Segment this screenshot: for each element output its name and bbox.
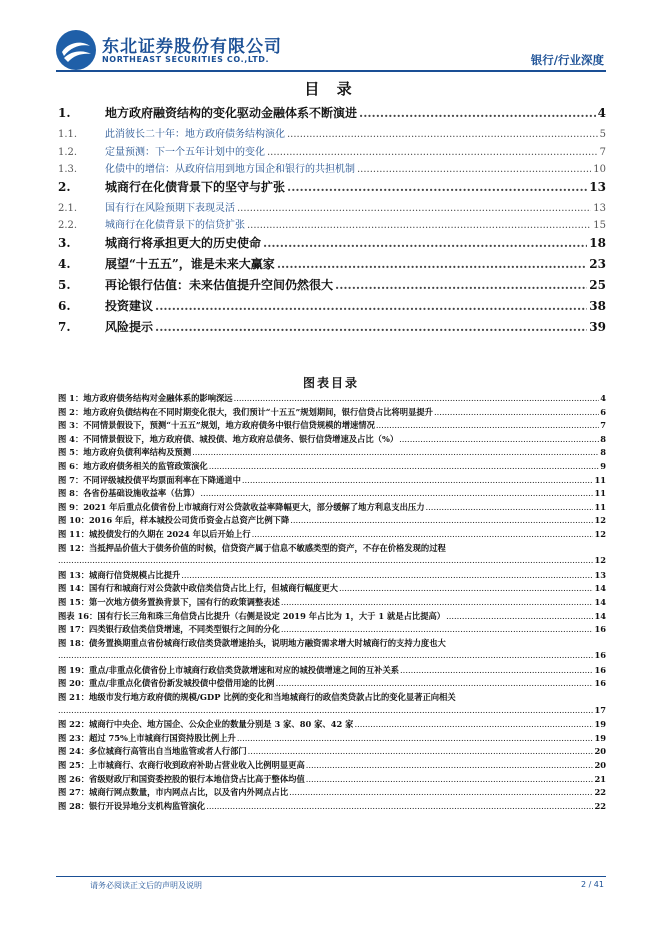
toc-leader-dots bbox=[155, 299, 587, 313]
figure-entry-page: 14 bbox=[594, 583, 606, 594]
figure-entry-title: 图 5：地方政府负债利率结构及预测 bbox=[58, 447, 192, 458]
toc-entry-title: 城商行在化债背景下的信贷扩张 bbox=[105, 220, 245, 231]
toc-entry-number: 2. bbox=[58, 179, 71, 194]
toc-entry[interactable] bbox=[58, 160, 606, 178]
figure-entry-page: 11 bbox=[594, 474, 606, 485]
toc-leader-dots bbox=[287, 129, 598, 140]
figure-entry-title: 图 10：2016 年后，样本城投公司货币资金占总资产比例下降 bbox=[58, 515, 290, 526]
toc-leader-dots bbox=[277, 257, 587, 271]
figure-entry[interactable] bbox=[58, 501, 606, 515]
figure-leader-dots bbox=[206, 801, 593, 811]
figure-entry-page: 20 bbox=[594, 760, 606, 771]
figure-entry-page: 21 bbox=[594, 773, 606, 784]
toc-entry[interactable] bbox=[58, 125, 606, 143]
toc-entry[interactable] bbox=[58, 178, 606, 199]
figure-leader-dots bbox=[181, 570, 593, 580]
page-number: 2 / 41 bbox=[580, 880, 604, 889]
figure-entry-title: 图 13：城商行信贷规模占比提升 bbox=[58, 569, 181, 580]
figure-entry-page: 16 bbox=[594, 650, 606, 661]
toc-entry-page: 7 bbox=[599, 146, 606, 158]
figure-entry[interactable] bbox=[58, 745, 606, 759]
toc-entry-title: 展望“十五五”，谁是未来大赢家 bbox=[105, 256, 275, 271]
figure-leader-dots bbox=[281, 624, 594, 634]
figure-entry-title: 图 14：国有行和城商行对公贷款中政信类信贷占比上行，但城商行幅度更大 bbox=[58, 583, 338, 594]
toc-entry-number: 1. bbox=[58, 106, 71, 120]
figure-entry[interactable] bbox=[58, 786, 606, 800]
figure-entry[interactable] bbox=[58, 759, 606, 773]
figure-entry-page: 19 bbox=[594, 719, 606, 730]
figure-entry-title: 图 15：第一次地方债务置换背景下，国有行的政策调整表述 bbox=[58, 596, 280, 607]
toc-entry[interactable] bbox=[58, 199, 606, 217]
figure-entry[interactable] bbox=[58, 569, 606, 583]
figure-index-title: 图表目录 bbox=[302, 376, 359, 390]
figure-leader-dots bbox=[399, 434, 599, 444]
figure-entry-page: 16 bbox=[594, 664, 606, 675]
toc-entry-title: 定量预测：下一个五年计划中的变化 bbox=[105, 146, 265, 158]
figure-entry[interactable] bbox=[58, 596, 606, 610]
toc-entry[interactable] bbox=[58, 234, 606, 255]
figure-entry[interactable] bbox=[58, 800, 606, 814]
toc-entry-page: 25 bbox=[589, 277, 606, 292]
figure-entry-title: 图 17：四类银行政信类信贷增速，不同类型银行之间的分化 bbox=[58, 624, 280, 635]
figure-entry-page: 12 bbox=[594, 515, 606, 526]
toc-entry-number: 3. bbox=[58, 235, 71, 250]
figure-leader-dots bbox=[400, 665, 593, 675]
figure-entry[interactable] bbox=[58, 773, 606, 787]
toc-entry-title: 地方政府融资结构的变化驱动金融体系不断演进 bbox=[105, 106, 358, 120]
toc-entry-page: 10 bbox=[593, 164, 606, 175]
figure-entry-page: 16 bbox=[594, 624, 606, 635]
toc-leader-dots bbox=[267, 147, 598, 158]
figure-entry-page: 22 bbox=[594, 787, 606, 798]
figure-leader-dots bbox=[426, 502, 594, 512]
figure-leader-dots bbox=[306, 774, 594, 784]
figure-entry-page: 11 bbox=[594, 488, 606, 499]
footer-divider bbox=[56, 876, 606, 877]
toc-entry[interactable] bbox=[58, 276, 606, 297]
toc-leader-dots bbox=[357, 164, 591, 175]
toc-leader-dots bbox=[247, 220, 591, 231]
figure-leader-dots bbox=[248, 746, 594, 756]
figure-leader-dots bbox=[354, 719, 593, 729]
toc-leader-dots bbox=[263, 236, 587, 250]
figure-entry-title: 图 20：重点/非重点化债省份新发城投债中偿借用途的比例 bbox=[58, 678, 275, 689]
toc-entry[interactable] bbox=[58, 216, 606, 234]
toc-entry-number: 2.2. bbox=[58, 220, 78, 231]
figure-entry-page: 20 bbox=[594, 746, 606, 757]
figure-entry[interactable] bbox=[58, 528, 606, 542]
toc-entry-page: 4 bbox=[597, 106, 606, 120]
figure-entry-title: 图 7：不同评级城投债平均票面利率在下降通道中 bbox=[58, 474, 241, 485]
company-name-en: NORTHEAST SECURITIES CO.,LTD. bbox=[102, 55, 270, 64]
figure-entry[interactable] bbox=[58, 419, 606, 433]
figure-leader-dots bbox=[192, 447, 599, 457]
figure-entry[interactable] bbox=[58, 718, 606, 732]
figure-entry[interactable] bbox=[58, 460, 606, 474]
figure-entry-title: 图 27：城商行网点数量，市内网点占比，以及省内外网点占比 bbox=[58, 787, 289, 798]
figure-entry-page: 12 bbox=[594, 555, 606, 566]
header-divider bbox=[56, 70, 606, 72]
toc-entry-number: 1.2. bbox=[58, 146, 78, 158]
figure-entry-page: 9 bbox=[600, 460, 606, 471]
figure-entry-page: 8 bbox=[600, 447, 606, 458]
figure-entry-title: 图 8：各省份基础设施收益率（估算） bbox=[58, 488, 200, 499]
figure-entry-title: 图 18：债务置换期重点省份城商行政信类贷款增速抬头，说明地方融资需求增大时城商行的支持力度也大 bbox=[58, 637, 446, 648]
toc-entry-page: 18 bbox=[589, 235, 606, 250]
figure-entry-title: 图 23：超过 75%上市城商行国资持股比例上升 bbox=[58, 732, 236, 743]
toc-entry-title: 投资建议 bbox=[105, 298, 154, 313]
figure-entry-title: 图 4：不同情景假设下，地方政府债、城投债、地方政府总债务、银行信贷增速及占比（%） bbox=[58, 433, 399, 444]
toc-entry-page: 39 bbox=[589, 319, 606, 334]
footer-disclaimer: 请务必阅读正文后的声明及说明 bbox=[90, 881, 202, 890]
toc-leader-dots bbox=[359, 106, 596, 120]
figure-entry-title: 图 12：当抵押品价值大于债务价值的时候，信贷资产属于信息不敏感类型的资产，不存在价格发现的过程 bbox=[58, 542, 446, 553]
figure-entry-title: 图 19：重点/非重点化债省份上市城商行政信类贷款增速和对应的城投债增速之间的互补关系 bbox=[58, 664, 400, 675]
figure-leader-dots bbox=[209, 461, 600, 471]
toc-entry-title: 城商行在化债背景下的坚守与扩张 bbox=[105, 179, 286, 194]
figure-entry-title: 图 1：地方政府债务结构对金融体系的影响深远 bbox=[58, 393, 233, 403]
figure-entry[interactable] bbox=[58, 542, 606, 569]
company-logo-icon bbox=[56, 30, 96, 70]
figure-entry-title: 图 24：多位城商行高管出自当地监管或者人行部门 bbox=[58, 746, 247, 757]
figure-leader-dots bbox=[58, 705, 594, 715]
figure-entry-page: 8 bbox=[600, 433, 606, 444]
toc-entry-title: 城商行将承担更大的历史使命 bbox=[105, 235, 262, 250]
figure-leader-dots bbox=[237, 733, 594, 743]
figure-leader-dots bbox=[290, 515, 593, 525]
figure-leader-dots bbox=[434, 407, 599, 417]
figure-entry-title: 图 26：省级财政厅和国资委控股的银行本地信贷占比高于整体均值 bbox=[58, 773, 305, 784]
figure-entry[interactable] bbox=[58, 623, 606, 637]
toc-leader-dots bbox=[155, 320, 587, 334]
toc-entry[interactable] bbox=[58, 297, 606, 318]
figure-leader-dots bbox=[306, 760, 594, 770]
toc-entry-page: 5 bbox=[599, 129, 606, 140]
toc-entry-title: 化债中的增信：从政府信用到地方国企和银行的共担机制 bbox=[105, 164, 355, 175]
figure-leader-dots bbox=[252, 529, 594, 539]
company-name-cn: 东北证券股份有限公司 bbox=[102, 37, 282, 57]
figure-entry[interactable] bbox=[58, 446, 606, 460]
figure-entry-title: 图 25：上市城商行、农商行收到政府补助占营业收入比例明显更高 bbox=[58, 760, 305, 771]
figure-entry[interactable] bbox=[58, 732, 606, 746]
figure-entry[interactable] bbox=[58, 677, 606, 691]
figure-leader-dots bbox=[446, 611, 593, 621]
toc-entry-number: 1.1. bbox=[58, 129, 78, 140]
figure-entry-title: 图 2：地方政府负债结构在不同时期变化很大，我们预计“十五五”规划期间，银行信贷占比将明显提升 bbox=[58, 406, 433, 417]
figure-entry-page: 17 bbox=[594, 704, 606, 715]
figure-entry-page: 12 bbox=[594, 528, 606, 539]
figure-entry[interactable] bbox=[58, 514, 606, 528]
toc-entry-page: 13 bbox=[589, 179, 606, 194]
toc-entry[interactable] bbox=[58, 143, 606, 161]
figure-entry-title: 图 9：2021 年后重点化债省份上市城商行对公贷款收益率降幅更大，部分缓解了地方利息支出压力 bbox=[58, 501, 425, 512]
figure-leader-dots bbox=[200, 488, 593, 498]
toc-entry[interactable] bbox=[58, 255, 606, 276]
toc-entry-page: 15 bbox=[593, 220, 606, 231]
figure-entry-title: 图 11：城投债发行的久期在 2024 年以后开始上行 bbox=[58, 528, 251, 539]
figure-leader-dots bbox=[234, 393, 600, 403]
figure-entry-page: 14 bbox=[594, 596, 606, 607]
figure-leader-dots bbox=[242, 475, 594, 485]
figure-entry-page: 22 bbox=[594, 800, 606, 811]
figure-entry[interactable] bbox=[58, 392, 606, 406]
figure-entry-page: 19 bbox=[594, 732, 606, 743]
figure-entry[interactable] bbox=[58, 691, 606, 718]
toc-entry-page: 23 bbox=[589, 256, 606, 271]
figure-entry-title: 图 28：银行开设异地分支机构监管演化 bbox=[58, 800, 206, 811]
figure-entry[interactable] bbox=[58, 474, 606, 488]
toc-entry-title: 风险提示 bbox=[105, 319, 154, 334]
figure-leader-dots bbox=[58, 555, 594, 565]
toc-entry-page: 13 bbox=[593, 202, 606, 214]
report-section: 银行/行业深度 bbox=[530, 53, 604, 67]
toc-leader-dots bbox=[287, 180, 587, 194]
figure-entry[interactable] bbox=[58, 433, 606, 447]
figure-entry[interactable] bbox=[58, 610, 606, 624]
figure-entry[interactable] bbox=[58, 582, 606, 596]
figure-entry-page: 13 bbox=[594, 569, 606, 580]
toc-entry-title: 国有行在风险预期下表现灵活 bbox=[105, 202, 235, 214]
toc-entry-number: 6. bbox=[58, 298, 71, 313]
figure-leader-dots bbox=[376, 420, 599, 430]
figure-entry-page: 4 bbox=[600, 393, 606, 403]
figure-leader-dots bbox=[276, 678, 594, 688]
figure-entry-page: 6 bbox=[600, 406, 606, 417]
toc-leader-dots bbox=[335, 278, 587, 292]
toc-entry-page: 38 bbox=[589, 298, 606, 313]
toc-entry-number: 4. bbox=[58, 256, 71, 271]
toc-entry-number: 7. bbox=[58, 319, 71, 334]
figure-entry-title: 图表 16：国有行长三角和珠三角信贷占比提升（右侧是设定 2019 年占比为 1，大于 1 就是占比提高） bbox=[58, 610, 446, 621]
figure-entry-title: 图 22：城商行中央企、地方国企、公众企业的数量分别是 3 家、80 家、42 家 bbox=[58, 719, 354, 730]
figure-entry[interactable] bbox=[58, 487, 606, 501]
figure-index bbox=[58, 392, 606, 813]
toc-title: 目 录 bbox=[304, 80, 358, 98]
figure-leader-dots bbox=[339, 583, 594, 593]
figure-entry-title: 图 3：不同情景假设下，预测“十五五”规划，地方政府债务中银行信贷规模的增速情况 bbox=[58, 420, 375, 431]
page-header bbox=[0, 0, 662, 76]
figure-entry-page: 14 bbox=[594, 610, 606, 621]
figure-leader-dots bbox=[289, 787, 593, 797]
figure-entry-page: 11 bbox=[594, 501, 606, 512]
toc-entry-number: 1.3. bbox=[58, 164, 78, 175]
table-of-contents bbox=[58, 104, 606, 339]
figure-entry-title: 图 6：地方政府债务相关的监管政策演化 bbox=[58, 460, 208, 471]
figure-entry[interactable] bbox=[58, 664, 606, 678]
figure-leader-dots bbox=[58, 650, 594, 660]
figure-entry[interactable] bbox=[58, 637, 606, 664]
toc-leader-dots bbox=[237, 203, 591, 214]
toc-entry-title: 再论银行估值：未来估值提升空间仍然很大 bbox=[105, 277, 334, 292]
figure-entry[interactable] bbox=[58, 406, 606, 420]
figure-entry-page: 16 bbox=[594, 678, 606, 689]
toc-entry[interactable] bbox=[58, 104, 606, 125]
figure-entry-page: 7 bbox=[600, 420, 606, 431]
toc-entry[interactable] bbox=[58, 318, 606, 339]
figure-leader-dots bbox=[281, 597, 594, 607]
figure-entry-title: 图 21：地级市发行地方政府债的规模/GDP 比例的变化和当地城商行的政信类贷款占比的变化显著正向相关 bbox=[58, 692, 456, 703]
toc-entry-number: 5. bbox=[58, 277, 71, 292]
toc-entry-number: 2.1. bbox=[58, 202, 78, 214]
toc-entry-title: 此消彼长二十年：地方政府债务结构演化 bbox=[105, 129, 285, 140]
